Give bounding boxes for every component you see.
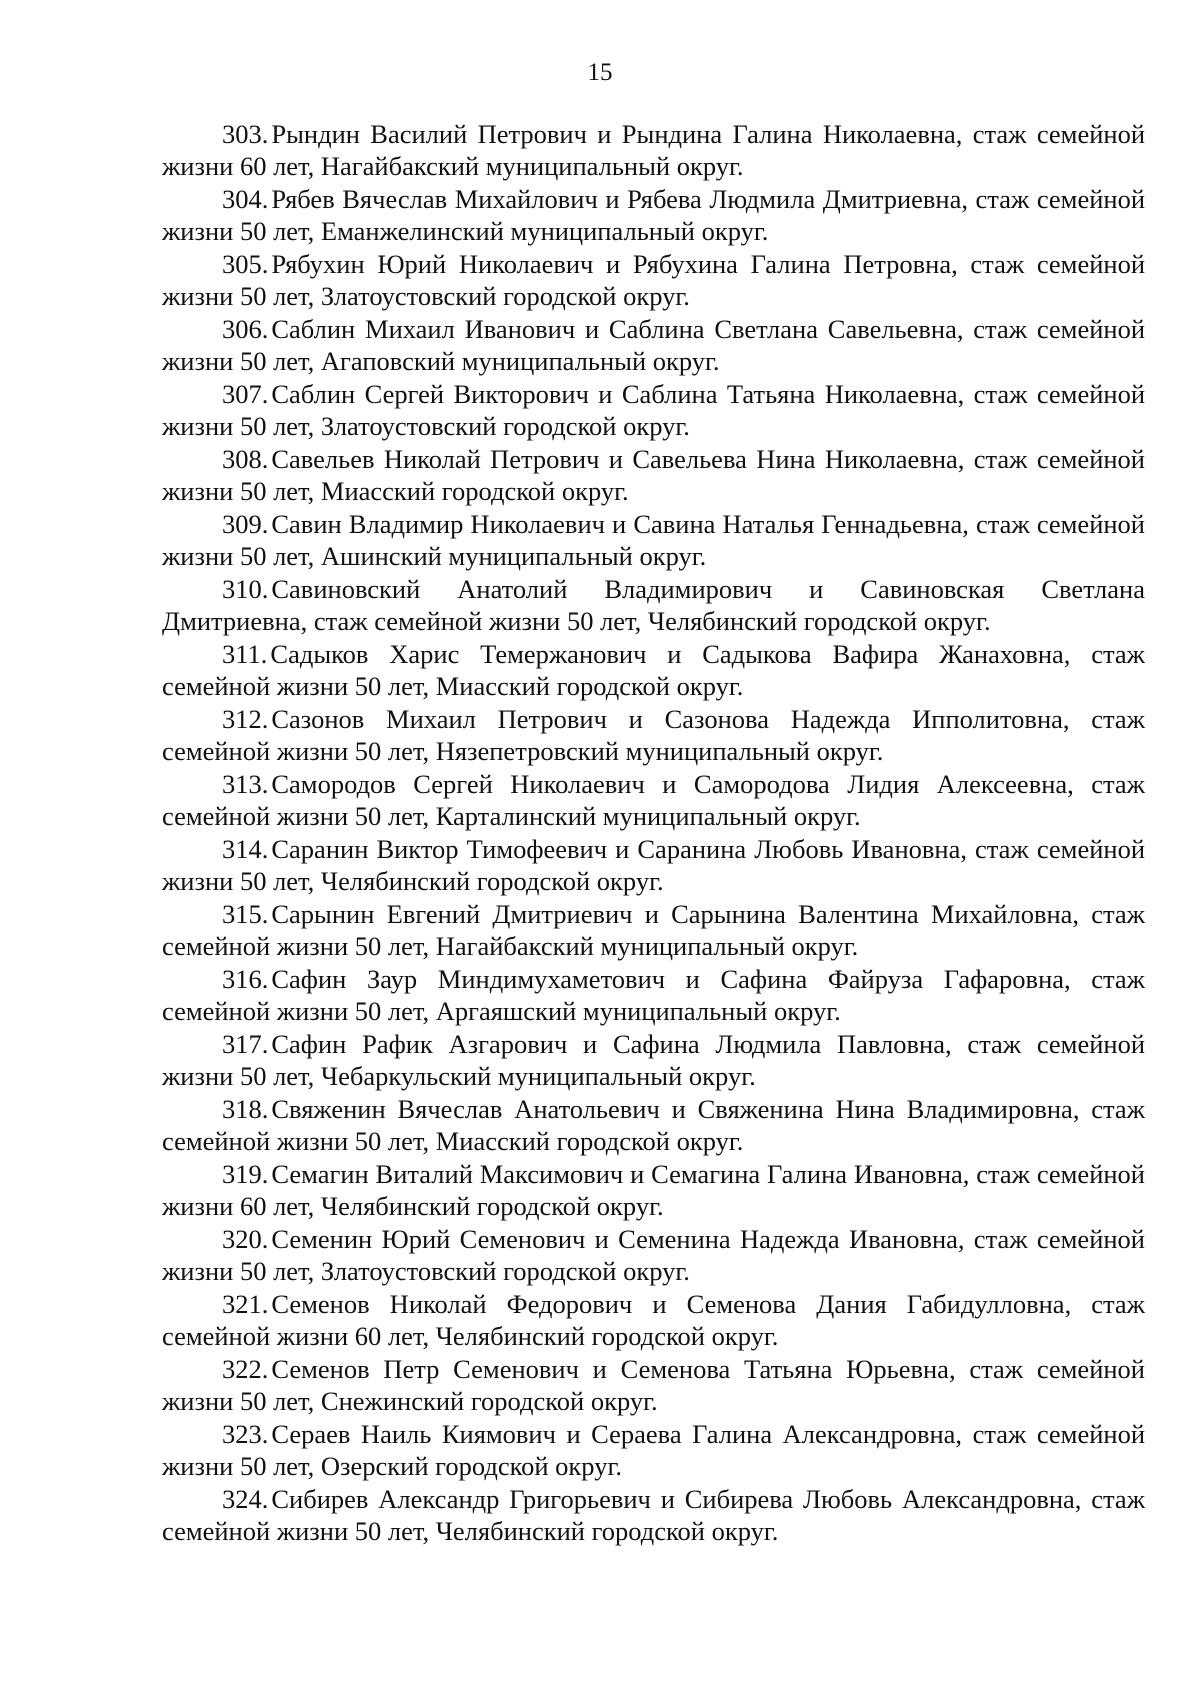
entry-number: 315. <box>222 899 269 929</box>
entry-number: 309. <box>222 509 269 539</box>
entry-number: 304. <box>222 184 269 214</box>
list-item <box>162 1483 1145 1547</box>
entry-number: 324. <box>222 1484 269 1514</box>
entry-number: 307. <box>222 379 269 409</box>
entry-text: Савин Владимир Николаевич и Савина Наталья Геннадьевна, стаж семейной жизни 50 лет, Ашинский муниципальный округ. <box>162 509 1145 571</box>
list-item <box>162 378 1145 442</box>
entry-text: Сафин Заур Миндимухаметович и Сафина Файруза Гафаровна, стаж семейной жизни 50 лет, Аргаяшский муниципальный округ. <box>162 964 1145 1026</box>
list-item <box>162 1353 1145 1417</box>
list-item <box>162 638 1145 702</box>
entry-number: 308. <box>222 444 269 474</box>
entry-number: 305. <box>222 249 269 279</box>
list-item <box>162 1288 1145 1352</box>
entry-text: Сарынин Евгений Дмитриевич и Сарынина Валентина Михайловна, стаж семейной жизни 50 лет, Нагайбакский муниципальный округ. <box>162 899 1145 961</box>
entry-number: 303. <box>222 119 269 149</box>
entry-text: Савельев Николай Петрович и Савельева Нина Николаевна, стаж семейной жизни 50 лет, Миасский городской округ. <box>162 444 1145 506</box>
entry-number: 317. <box>222 1029 269 1059</box>
entry-number: 312. <box>222 704 269 734</box>
entry-number: 321. <box>222 1289 269 1319</box>
list-item <box>162 898 1145 962</box>
entry-list <box>162 118 1145 1548</box>
entry-text: Сазонов Михаил Петрович и Сазонова Надежда Ипполитовна, стаж семейной жизни 50 лет, Нязепетровский муниципальный округ. <box>162 704 1145 766</box>
list-item <box>162 573 1145 637</box>
entry-number: 311. <box>222 639 268 669</box>
entry-text: Сафин Рафик Азгарович и Сафина Людмила Павловна, стаж семейной жизни 50 лет, Чебаркульский муниципальный округ. <box>162 1029 1145 1091</box>
entry-text: Саблин Михаил Иванович и Саблина Светлана Савельевна, стаж семейной жизни 50 лет, Агаповский муниципальный округ. <box>162 314 1145 376</box>
entry-text: Семагин Виталий Максимович и Семагина Галина Ивановна, стаж семейной жизни 60 лет, Челябинский городской округ. <box>162 1159 1145 1221</box>
page-number: 15 <box>587 59 613 86</box>
entry-text: Садыков Харис Темержанович и Садыкова Вафира Жанаховна, стаж семейной жизни 50 лет, Миасский городской округ. <box>162 639 1145 701</box>
entry-text: Семенов Николай Федорович и Семенова Дания Габидулловна, стаж семейной жизни 60 лет, Челябинский городской округ. <box>162 1289 1145 1351</box>
entry-text: Семенов Петр Семенович и Семенова Татьяна Юрьевна, стаж семейной жизни 50 лет, Снежинский городской округ. <box>162 1354 1145 1416</box>
entry-number: 323. <box>222 1419 269 1449</box>
entry-text: Семенин Юрий Семенович и Семенина Надежда Ивановна, стаж семейной жизни 50 лет, Златоустовский городской округ. <box>162 1224 1145 1286</box>
entry-text: Саблин Сергей Викторович и Саблина Татьяна Николаевна, стаж семейной жизни 50 лет, Златоустовский городской округ. <box>162 379 1145 441</box>
list-item <box>162 1418 1145 1482</box>
entry-text: Рындин Василий Петрович и Рындина Галина Николаевна, стаж семейной жизни 60 лет, Нагайбакский муниципальный округ. <box>162 119 1145 181</box>
list-item <box>162 963 1145 1027</box>
list-item <box>162 1028 1145 1092</box>
entry-number: 310. <box>222 574 269 604</box>
entry-text: Сибирев Александр Григорьевич и Сибирева Любовь Александровна, стаж семейной жизни 50 лет, Челябинский городской округ. <box>162 1484 1145 1546</box>
list-item <box>162 768 1145 832</box>
entry-text: Саранин Виктор Тимофеевич и Саранина Любовь Ивановна, стаж семейной жизни 50 лет, Челябинский городской округ. <box>162 834 1145 896</box>
entry-number: 319. <box>222 1159 269 1189</box>
list-item <box>162 1158 1145 1222</box>
entry-text: Рябухин Юрий Николаевич и Рябухина Галина Петровна, стаж семейной жизни 50 лет, Златоустовский городской округ. <box>162 249 1145 311</box>
list-item <box>162 1223 1145 1287</box>
entry-number: 313. <box>222 769 269 799</box>
list-item <box>162 443 1145 507</box>
entry-number: 316. <box>222 964 269 994</box>
entry-number: 314. <box>222 834 269 864</box>
entry-number: 306. <box>222 314 269 344</box>
list-item <box>162 183 1145 247</box>
list-item <box>162 118 1145 182</box>
list-item <box>162 703 1145 767</box>
list-item <box>162 1093 1145 1157</box>
entry-number: 320. <box>222 1224 269 1254</box>
list-item <box>162 313 1145 377</box>
entry-text: Сераев Наиль Киямович и Сераева Галина Александровна, стаж семейной жизни 50 лет, Озерский городской округ. <box>162 1419 1145 1481</box>
entry-number: 318. <box>222 1094 269 1124</box>
entry-number: 322. <box>222 1354 269 1384</box>
entry-text: Савиновский Анатолий Владимирович и Савиновская Светлана Дмитриевна, стаж семейной жизни 50 лет, Челябинский городской округ. <box>162 574 1145 636</box>
list-item <box>162 508 1145 572</box>
entry-text: Свяженин Вячеслав Анатольевич и Свяженина Нина Владимировна, стаж семейной жизни 50 лет, Миасский городской округ. <box>162 1094 1145 1156</box>
entry-text: Рябев Вячеслав Михайлович и Рябева Людмила Дмитриевна, стаж семейной жизни 50 лет, Еманжелинский муниципальный округ. <box>162 184 1145 246</box>
list-item <box>162 833 1145 897</box>
entry-text: Самородов Сергей Николаевич и Самородова Лидия Алексеевна, стаж семейной жизни 50 лет, Карталинский муниципальный округ. <box>162 769 1145 831</box>
list-item <box>162 248 1145 312</box>
